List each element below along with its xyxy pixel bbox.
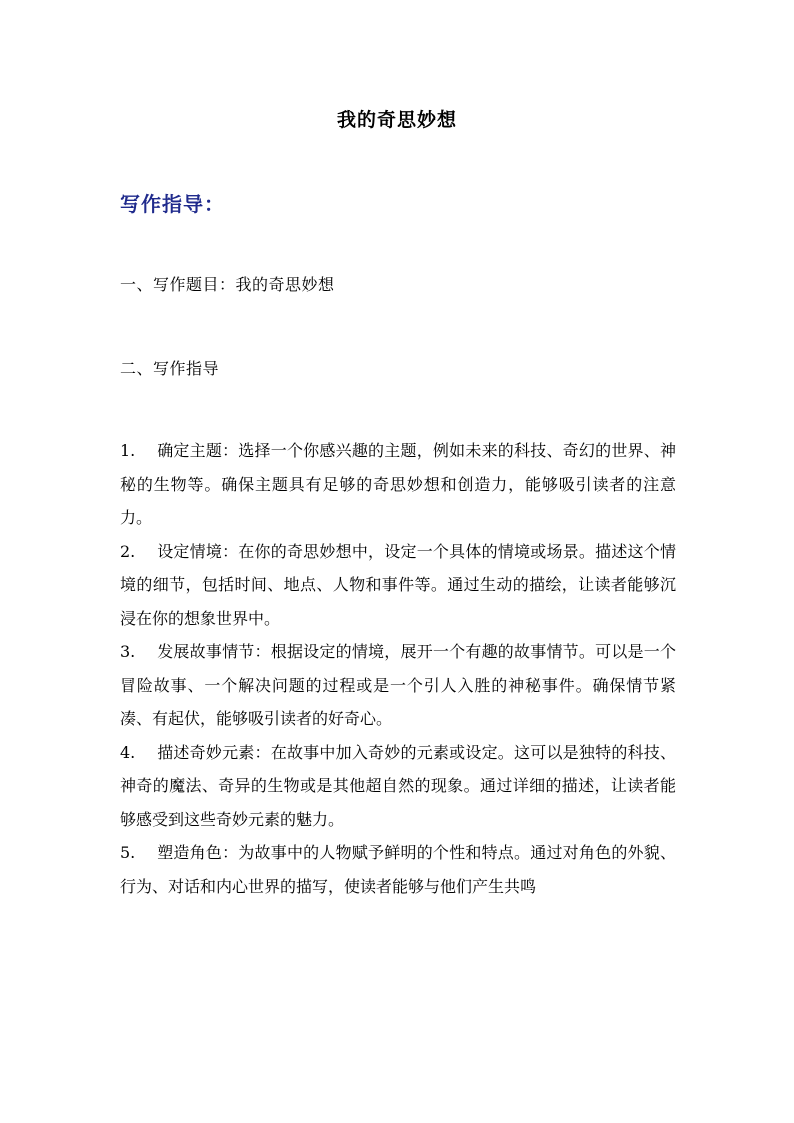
document-title: 我的奇思妙想 bbox=[336, 109, 457, 131]
item-text: 设定情境：在你的奇思妙想中，设定一个具体的情境或场景。描述这个情境的细节，包括时间、地点、人物和事件等。通过生动的描绘，让读者能够沉浸在你的想象世界中。 bbox=[120, 541, 676, 628]
section-heading-guide: 二、写作指导 bbox=[120, 359, 220, 378]
section-heading-topic: 一、写作题目：我的奇思妙想 bbox=[120, 275, 335, 294]
item-number: 2. bbox=[120, 541, 136, 561]
item-number: 1. bbox=[120, 441, 136, 460]
guide-item bbox=[120, 535, 676, 636]
guide-item-list bbox=[120, 434, 676, 903]
item-number: 5. bbox=[120, 843, 136, 862]
item-text: 确定主题：选择一个你感兴趣的主题，例如未来的科技、奇幻的世界、神秘的生物等。确保主题具有足够的奇思妙想和创造力，能够吸引读者的注意力。 bbox=[120, 441, 676, 527]
guide-item bbox=[120, 836, 676, 903]
guide-item bbox=[120, 434, 676, 535]
guide-item bbox=[120, 635, 676, 736]
guide-heading: 写作指导： bbox=[120, 192, 225, 216]
item-text: 描述奇妙元素：在故事中加入奇妙的元素或设定。这可以是独特的科技、神奇的魔法、奇异的生物或是其他超自然的现象。通过详细的描述，让读者能够感受到这些奇妙元素的魅力。 bbox=[120, 742, 676, 829]
guide-item bbox=[120, 736, 676, 837]
item-text: 发展故事情节：根据设定的情境，展开一个有趣的故事情节。可以是一个冒险故事、一个解决问题的过程或是一个引人入胜的神秘事件。确保情节紧凑、有起伏，能够吸引读者的好奇心。 bbox=[120, 642, 676, 728]
item-number: 4. bbox=[120, 742, 136, 762]
item-number: 3. bbox=[120, 642, 136, 661]
item-text: 塑造角色：为故事中的人物赋予鲜明的个性和特点。通过对角色的外貌、行为、对话和内心世界的描写，使读者能够与他们产生共鸣 bbox=[120, 843, 676, 896]
